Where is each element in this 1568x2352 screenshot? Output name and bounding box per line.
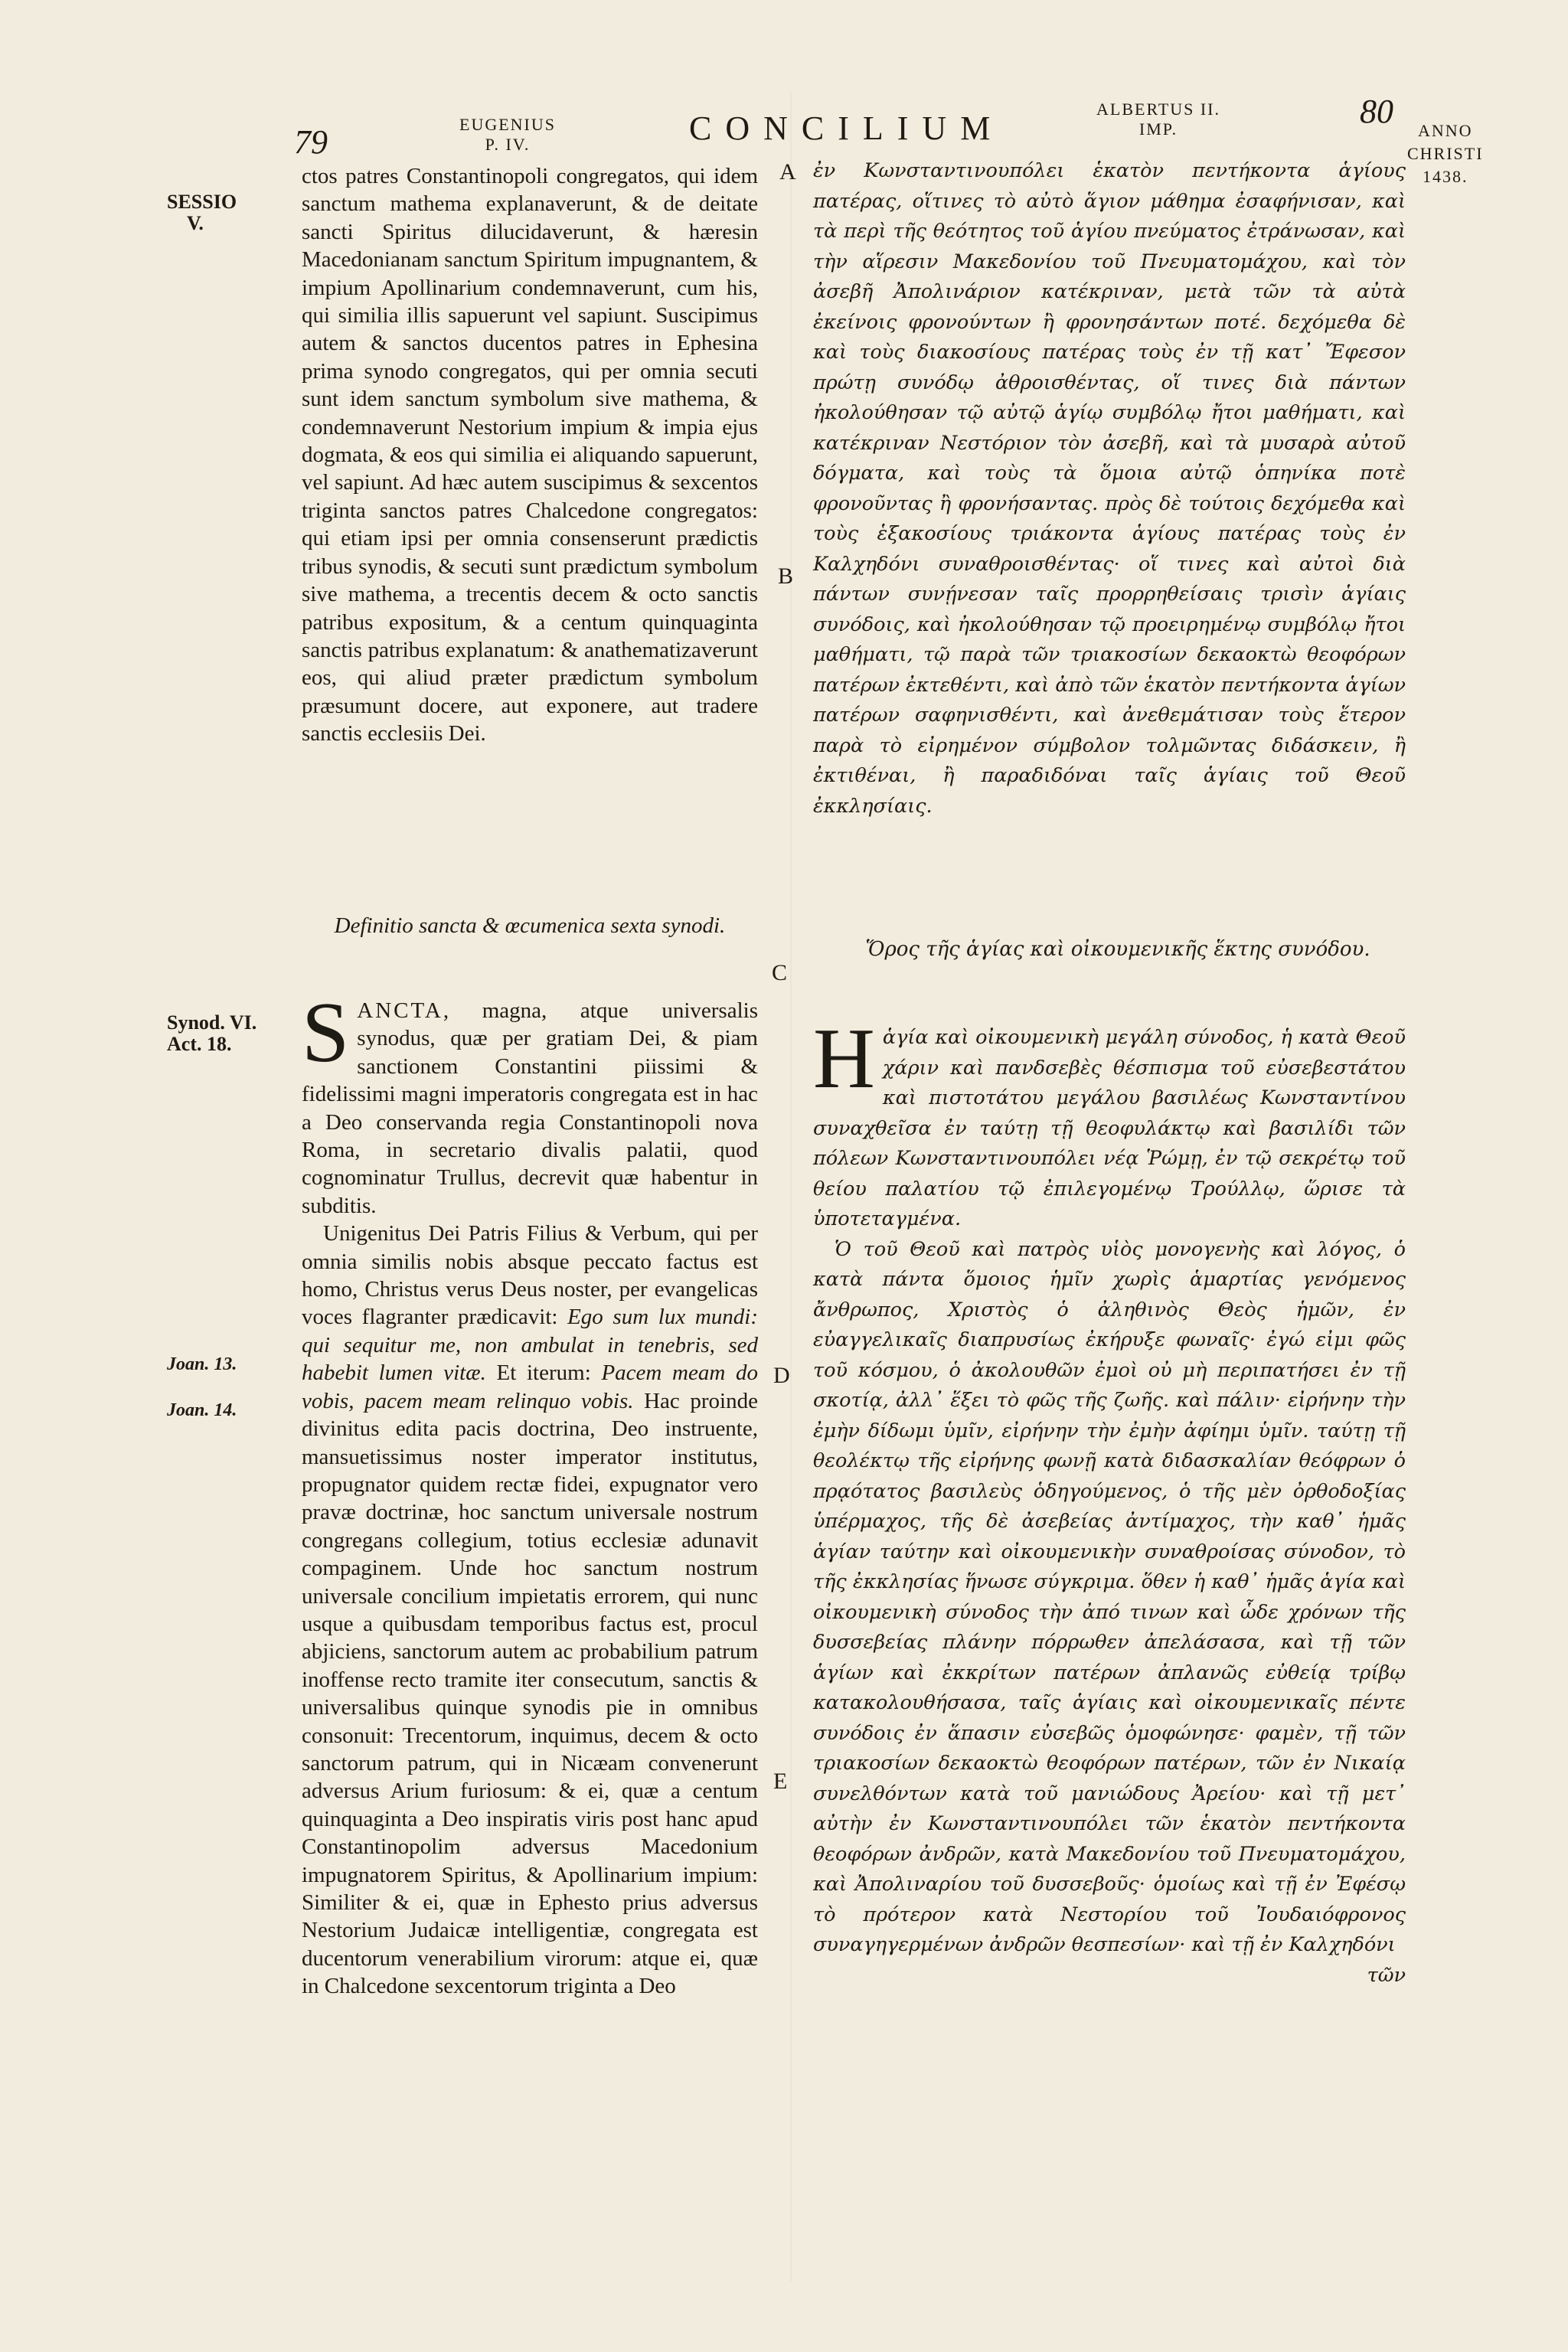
greek-paragraph-2: Ὁ τοῦ Θεοῦ καὶ πατρὸς υἱὸς μονογενὴς καὶ λόγος, ὁ κατὰ πάντα ὅμοιος ἡμῖν χωρὶς ἁμαρτίας γενόμενος ἄνθρωπος, Χριστὸς ὁ ἀληθινὸς Θεὸς ἡμῶν, ἐν εὐαγγελικαῖς διαπρυσίως ἐκήρυξε φωναῖς· ἐγώ εἰμι φῶς τοῦ κόσμου, ὁ ἀκολουθῶν ἐμοὶ οὐ μὴ περιπατήσει ἐν τῇ σκοτίᾳ, ἀλλ᾽ ἕξει τὸ φῶς τῆς ζωῆς. καὶ πάλιν· εἰρήνην τὴν ἐμὴν δίδωμι ὑμῖν, εἰρήνην τὴν ἐμὴν ἀφίημι ὑμῖν. ταύτῃ τῇ θεολέκτῳ τῆς εἰρήνης φωνῇ κατὰ διδασκαλίαν θεόφρων ὁ πρᾳότατος βασιλεὺς ὁδηγούμενος, ὁ τῆς μὲν ὀρθοδοξίας ὑπέρμαχος, τῆς δὲ ἀσεβείας ἀντίμαχος, τὴν καθ᾽ ἡμᾶς ἁγίαν ταύτην καὶ οἰκουμενικὴν συναθροίσας σύνοδον, τὸ τῆς ἐκκλησίας ἥνωσε σύγκριμα. ὅθεν ἡ καθ᾽ ἡμᾶς ἁγία καὶ οἰκουμενικὴ σύνοδος τὴν ἀπό τινων καὶ ὧδε χρόνων τῆς δυσσεβείας πλάνην πόρρωθεν ἀπελάσασα, καὶ τῇ τῶν ἁγίων καὶ ἐκκρίτων πατέρων ἀπλανῶς εὐθείᾳ τρίβῳ κατακολουθήσασα, ταῖς ἁγίαις καὶ οἰκουμενικαῖς πέντε συνόδοις ἐν ἅπασιν εὐσεβῶς ὁμοφώνησε· φαμὲν, τῇ τῶν τριακοσίων δεκαοκτὼ θεοφόρων πατέρων, τῶν ἐν Νικαίᾳ συνελθόντων κατὰ τοῦ μανιώδους Ἀρείου· καὶ τῇ μετ᾽ αὐτὴν ἐν Κωνσταντινουπόλει τῶν ἑκατὸν πεντήκοντα θεοφόρων ἀνδρῶν, κατὰ Μακεδονίου τοῦ Πνευματομάχου, καὶ Ἀπολιναρίου τοῦ δυσσεβοῦς· ὁμοίως καὶ τῇ ἐν Ἐφέσῳ τὸ πρότερον κατὰ Νεστορίου τοῦ Ἰουδαιόφρονος συναγηγερμένων ἀνδρῶν θεσπεσίων· καὶ τῇ ἐν Καλχηδόνι [813, 1237, 1406, 1956]
latin-column-top [302, 162, 758, 748]
section-marker-e: E [773, 1769, 788, 1794]
latin-paragraph-2-a: Unigenitus Dei Patris Filius & Verbum, qui per omnia similis nobis absque peccato factus est homo, Christus verus Deus noster, per evangelicas voces flagranter prædicavit: [302, 1221, 758, 1330]
running-head-right-line1: ALBERTUS II. [1096, 100, 1221, 119]
greek-section-title: Ὅρος τῆς ἁγίας καὶ οἰκουμενικῆς ἕκτης συνόδου. [865, 938, 1370, 961]
year-margin-line1: ANNO [1418, 121, 1473, 140]
year-margin-line3: 1438. [1423, 167, 1468, 186]
section-marker-c: C [772, 960, 788, 985]
margin-note-joan14: Joan. 14. [167, 1400, 237, 1420]
margin-sessio-line2: V. [187, 212, 204, 234]
year-margin-note [1407, 119, 1484, 188]
greek-column-top [813, 156, 1406, 822]
running-head-left [459, 115, 556, 155]
margin-note-synod [167, 1012, 256, 1055]
latin-paragraph-2-b: Et iterum: [485, 1361, 602, 1386]
margin-synod-line2: Act. 18. [167, 1033, 232, 1055]
section-marker-b: B [778, 564, 794, 589]
greek-paragraph-1-text: ἁγία καὶ οἰκουμενικὴ μεγάλη σύνοδος, ἡ κατὰ Θεοῦ χάριν καὶ πανδσεβὲς θέσπισμα τοῦ εὐσεβεστάτου καὶ πιστοτάτου μεγάλου βασιλέως Κωνσταντίνου συναχθεῖσα ἐν ταύτῃ τῇ θεοφυλάκτῳ καὶ βασιλίδι τῶν πόλεων Κωνσταντινουπόλει νέᾳ Ῥώμῃ, ἐν τῷ σεκρέτῳ τοῦ θείου παλατίου τῷ ἐπιλεγομένῳ Τρούλλῳ, ὥρισε τὰ ὑποτεταγμένα. [813, 1026, 1406, 1230]
greek-catchword: τῶν [1367, 1963, 1406, 1987]
margin-synod-line1: Synod. VI. [167, 1011, 257, 1034]
running-head-left-line1: EUGENIUS [459, 115, 556, 134]
latin-section-title: Definitio sancta & œcumenica sexta synodi. [334, 913, 726, 938]
latin-opening-caps: ANCTA [357, 998, 443, 1023]
margin-sessio-line1: SESSIO [167, 191, 237, 213]
page-number-left: 79 [294, 123, 328, 161]
section-marker-d: D [773, 1363, 790, 1388]
latin-top-paragraph: ctos patres Constantinopoli congregatos, qui idem sanctum mathema explanaverunt, & de deitate sancti Spiritus dilucidaverunt, & hæresin Macedonianam sanctum Spiritum impugnantem, & impium Apollinarium condemnaverunt, cum his, qui similia illis sapuerunt vel sapiunt. Suscipimus autem & sanctos ducentos patres in Ephesina prima synodo congregatos, qui per omnia secuti sunt idem sanctum symbolum sive mathema, & condemnaverunt Nestorium impium & impia ejus dogmata, & eos qui similia ei aliquando sapuerunt, vel sapiunt. Ad hæc autem suscipimus & sexcentos triginta sanctos patres Chalcedone congregatos: qui etiam ipsi per omnia consenserunt prædictis tribus synodis, & secuti sunt prædictum symbolum sive mathema, a trecentis decem & octo sanctis patribus expositum, & a centum quinquaginta sanctis patribus explanatum: & anathematizaverunt eos, qui aliud præter prædictum symbolum præsumunt docere, aut exponere, aut tradere sanctis ecclesiis Dei. [302, 164, 758, 746]
latin-column-definitio [302, 985, 759, 2001]
latin-citation-1: Ego sum lux mundi: qui sequitur me, non ambulat in tenebris, sed habebit lumen vitæ. [302, 1305, 759, 1386]
margin-note-joan13: Joan. 13. [167, 1354, 237, 1374]
latin-drop-cap: S [302, 985, 350, 1080]
latin-paragraph-2 [302, 1220, 758, 2000]
year-margin-line2: CHRISTI [1407, 144, 1484, 163]
running-head-left-line2: P. IV. [485, 135, 531, 154]
greek-drop-cap: Η [813, 1011, 875, 1106]
column-divider [790, 92, 792, 2282]
latin-paragraph-2-c: Hac proinde divinitus edita pacis doctrina, Deo instruente, mansuetissimus noster imperator institutus, propugnator quidem rectæ fidei, expugnator vero pravæ doctrinæ, hoc sanctum universale nostrum congregans collegium, totius ecclesiæ adunavit compaginem. Unde hoc sanctum nostrum universale concilium impietatis errorem, qui nunc usque a quibusdam temporibus factus est, procul abjiciens, sanctorum autem ac probabilium patrum inoffense recto tramite iter consecutum, sanctis & universalibus quinque synodis pie in omnibus consonuit: Trecentorum, inquimus, decem & octo sanctorum patrum, qui in Nicæam convenerunt adversus Arium furiosum: & ei, quæ a centum quinquaginta a Deo inspiratis viris post hanc apud Constantinopolim adversus Macedonium impugnatorem Spiritus, & Apollinarium impium: Similiter & ei, quæ in Ephesto prius adversus Nestorium Judaicæ intelligentiæ, congregata est ducentorum venerabilium virorum: atque ei, quæ in Chalcedone sexcentorum triginta a Deo [302, 1388, 758, 1999]
latin-paragraph-1 [302, 985, 758, 1220]
section-marker-a: A [779, 159, 796, 185]
latin-paragraph-1-text: , magna, atque universalis synodus, quæ per gratiam Dei, & piam sanctionem Constantini piissimi & fidelissimi magni imperatoris congregata est in hac a Deo conservanda regia Constantinopoli nova Roma, in secretario divalis palatii, quod cognominatur Trullus, decrevit quæ habentur in subditis. [302, 998, 758, 1218]
running-head-right-line2: IMP. [1138, 119, 1178, 139]
greek-top-paragraph: ἐν Κωνσταντινουπόλει ἑκατὸν πεντήκοντα ἁγίους πατέρας, οἵτινες τὸ αὐτὸ ἅγιον μάθημα ἐσαφήνισαν, καὶ τὰ περὶ τῆς θεότητος τοῦ ἁγίου πνεύματος ἐτράνωσαν, καὶ τὴν αἵρεσιν Μακεδονίου τοῦ Πνευματομάχου, καὶ τὸν ἀσεβῆ Ἀπολινάριον κατέκριναν, μετὰ τῶν τὰ αὐτὰ ἐκείνοις φρονούντων ἢ φρονησάντων ποτέ. δεχόμεθα δὲ καὶ τοὺς διακοσίους πατέρας τοὺς ἐν τῇ κατ᾽ Ἔφεσον πρώτῃ συνόδῳ ἀθροισθέντας, οἵ τινες διὰ πάντων ἠκολούθησαν τῷ αὐτῷ ἁγίῳ συμβόλῳ ἤτοι μαθήματι, καὶ κατέκριναν Νεστόριον τὸν ἀσεβῆ, καὶ τὰ μυσαρὰ αὐτοῦ δόγματα, καὶ τοὺς τὰ ὅμοια αὐτῷ ὁπηνίκα ποτὲ φρονοῦντας ἢ φρονήσαντας. πρὸς δὲ τούτοις δεχόμεθα καὶ τοὺς ἑξακοσίους τριάκοντα ἁγίους πατέρας τοὺς ἐν Καλχηδόνι συναθροισθέντας· οἵ τινες καὶ αὐτοὶ διὰ πάντων συνῄνεσαν ταῖς προρρηθείσαις τρισὶν ἁγίαις συνόδοις, καὶ ἠκολούθησαν τῷ προειρημένῳ συμβόλῳ ἤτοι μαθήματι, τῷ παρὰ τῶν τριακοσίων δεκαοκτὼ θεοφόρων πατέρων ἐκτεθέντι, καὶ ἀπὸ τῶν ἑκατὸν πεντήκοντα ἁγίων πατέρων σαφηνισθέντι, καὶ ἀνεθεμάτισαν τοὺς ἕτερον παρὰ τὸ εἰρημένον σύμβολον τολμῶντας διδάσκειν, ἢ ἐκτιθέναι, ἢ παραδιδόναι ταῖς ἁγίαις τοῦ Θεοῦ ἐκκλησίαις. [813, 159, 1406, 818]
page-number-right: 80 [1360, 93, 1393, 130]
latin-citation-2: Pacem meam do vobis, pacem meam relinquo vobis. [302, 1361, 758, 1413]
page-title: CONCILIUM [689, 109, 1004, 147]
greek-column-horos [813, 1011, 1406, 1991]
margin-note-sessio [167, 191, 237, 234]
greek-paragraph-1 [813, 1011, 1406, 1235]
running-head-right [1096, 100, 1220, 139]
